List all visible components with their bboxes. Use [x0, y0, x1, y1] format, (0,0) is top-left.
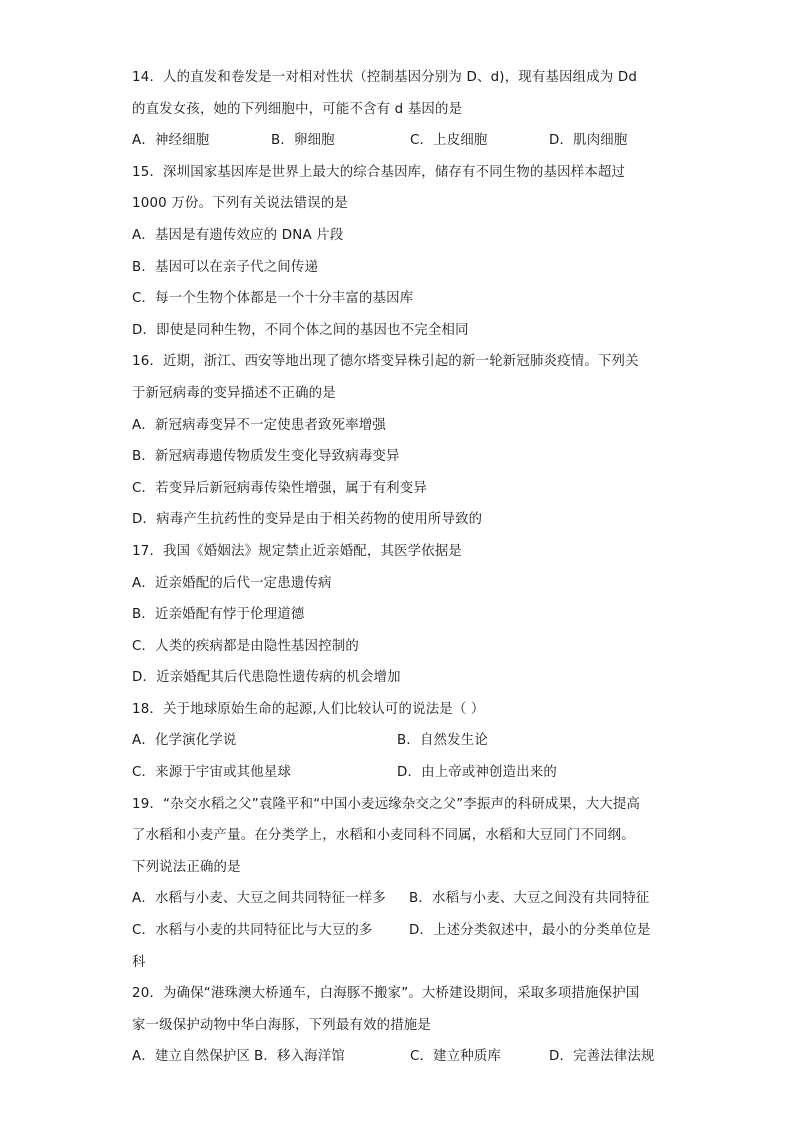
- option-a: A．水稻与小麦、大豆之间共同特征一样多: [132, 891, 386, 907]
- option-row: [132, 757, 662, 789]
- question-15: [132, 157, 662, 347]
- option-d: D．即使是同种生物，不同个体之间的基因也不完全相同: [132, 322, 469, 338]
- option-d-continuation: 科: [132, 954, 146, 970]
- option-b: B．移入海洋馆: [254, 1049, 345, 1065]
- question-stem-line: 17．我国《婚姻法》规定禁止近亲婚配，其医学依据是: [132, 543, 463, 559]
- question-stem-line: 了水稻和小麦产量。在分类学上，水稻和小麦同科不同属，水稻和大豆同门不同纲。: [132, 828, 635, 844]
- option-b: B．基因可以在亲子代之间传递: [132, 259, 319, 275]
- option-c: C．人类的疾病都是由隐性基因控制的: [132, 638, 359, 654]
- question-stem-line: 下列说法正确的是: [132, 859, 241, 875]
- question-stem-line: 家一级保护动物中华白海豚，下列最有效的措施是: [132, 1017, 431, 1033]
- question-18: [132, 694, 662, 789]
- option-b: B．近亲婚配有悖于伦理道德: [132, 607, 305, 623]
- option-a: A．新冠病毒变异不一定使患者致死率增强: [132, 417, 386, 433]
- option-c: C．若变异后新冠病毒传染性增强，属于有利变异: [132, 480, 427, 496]
- option-row: [132, 725, 662, 757]
- question-20: [132, 978, 662, 1073]
- option-c: C．来源于宇宙或其他星球: [132, 765, 292, 781]
- question-stem-line: 19．“杂交水稻之父”袁隆平和“中国小麦远缘杂交之父”李振声的科研成果，大大提高: [132, 796, 641, 812]
- question-stem-line: 的直发女孩，她的下列细胞中，可能不含有 d 基因的是: [132, 101, 463, 117]
- question-stem-line: 于新冠病毒的变异描述不正确的是: [132, 385, 336, 401]
- question-stem-line: 15．深圳国家基因库是世界上最大的综合基因库，储存有不同生物的基因样本超过: [132, 164, 626, 180]
- question-stem-line: 1000 万份。下列有关说法错误的是: [132, 196, 349, 212]
- option-b: B．水稻与小麦、大豆之间没有共同特征: [409, 891, 650, 907]
- option-a: A．化学演化学说: [132, 733, 237, 749]
- option-d: D．肌肉细胞: [549, 133, 628, 149]
- option-d: D．由上帝或神创造出来的: [397, 765, 558, 781]
- option-b: B．新冠病毒遗传物质发生变化导致病毒变异: [132, 449, 400, 465]
- question-17: [132, 536, 662, 694]
- option-d: D．完善法律法规: [549, 1049, 655, 1065]
- option-a: A．近亲婚配的后代一定患遗传病: [132, 575, 332, 591]
- option-a: A．建立自然保护区: [132, 1049, 251, 1065]
- question-stem-line: 16．近期，浙江、西安等地出现了德尔塔变异株引起的新一轮新冠肺炎疫情。下列关: [132, 354, 639, 370]
- option-d: D．上述分类叙述中，最小的分类单位是: [409, 923, 651, 939]
- option-row: [132, 915, 662, 947]
- question-14: [132, 62, 662, 157]
- option-c: C．每一个生物个体都是一个十分丰富的基因库: [132, 291, 414, 307]
- option-d: D．病毒产生抗药性的变异是由于相关药物的使用所导致的: [132, 512, 483, 528]
- option-c: C．建立种质库: [410, 1049, 502, 1065]
- question-16: [132, 346, 662, 536]
- option-c: C．上皮细胞: [410, 133, 488, 149]
- option-a: A．神经细胞: [132, 133, 210, 149]
- option-c: C．水稻与小麦的共同特征比与大豆的多: [132, 923, 373, 939]
- question-19: [132, 789, 662, 979]
- question-stem-line: 20．为确保“港珠澳大桥通车，白海豚不搬家”。大桥建设期间，采取多项措施保护国: [132, 986, 640, 1002]
- option-row: [132, 125, 662, 157]
- question-stem-line: 18．关于地球原始生命的起源,人们比较认可的说法是（ ）: [132, 701, 485, 717]
- option-row: [132, 1041, 662, 1073]
- question-stem-line: 14．人的直发和卷发是一对相对性状（控制基因分别为 D、d)，现有基因组成为 Dd: [132, 70, 638, 85]
- option-b: B．自然发生论: [397, 733, 488, 749]
- option-a: A．基因是有遗传效应的 DNA 片段: [132, 227, 344, 243]
- option-row: [132, 883, 662, 915]
- option-b: B．卵细胞: [271, 133, 335, 149]
- exam-page: [132, 62, 662, 1073]
- option-d: D．近亲婚配其后代患隐性遗传病的机会增加: [132, 670, 401, 686]
